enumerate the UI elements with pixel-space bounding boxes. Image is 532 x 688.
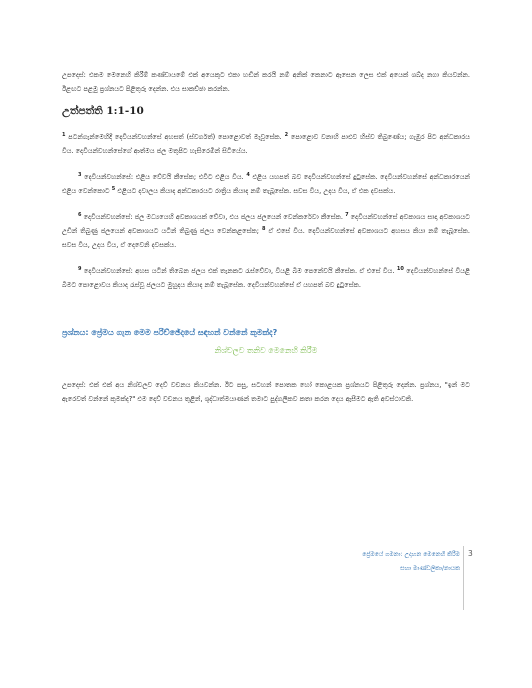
- verse-text: දෙවියන්වහන්සේ: අහස යටින් තිබෙන ජලය එක් තැනකට රැස්වේවා, වියළි බිම පෙනේවයි කීසේක. ඒ එසේ විය.: [81, 267, 397, 275]
- verse-paragraph: [62, 130, 470, 158]
- verse-number: 2: [284, 132, 289, 138]
- section-subheading: නිශ්චලව තනිව මෙනෙහි කිරීම: [214, 346, 318, 355]
- intro-instructions: උපදෙස්: එකම මෙනෙහි කිරීම් කණ්ඩායමේ එක් අයෙකුට එකා හඬින් කරයි නම් අනික් කෙනාට ඇසෙන ලෙස එක් අයෙක් ශබ්ද නගා කියවන්න. ඊළඟට පළමු ප්‍රශ්නයට පිළිතුරු දෙන්න. එය සාකච්ඡා කරන්න.: [62, 71, 470, 93]
- verse-text: දෙවියන්වහන්සේ: ජල මධ්‍යයෙහි අවකාශයක් වේවා, එය ජලය ජලයෙන් වෙන්කරේවා කීසේක.: [81, 213, 346, 221]
- verse-paragraph: [62, 210, 470, 252]
- page-number: 3: [468, 549, 473, 558]
- verse-text: ඒ එසේ විය. දෙවියන්වහන්සේ අවකාශයට අහසය කියා නම් තැබූසේක. සවස විය, උදය විය, ඒ දෙවෙනි දවසක්ය.: [62, 227, 471, 249]
- verse-number: 3: [78, 172, 82, 178]
- verse-paragraph: [62, 170, 470, 198]
- passage-reference: උත්පත්ති 1:1-10: [62, 105, 144, 117]
- verse-number: 5: [111, 186, 116, 192]
- page-content: [62, 68, 470, 406]
- footer-divider: [463, 546, 464, 610]
- verse-number: 8: [262, 226, 266, 232]
- verse-number: 7: [345, 212, 349, 218]
- verse-text: එළියට දවාලය කියාද අන්ධකාරයට රාත්‍රිය කියාද නම් තැබූසේක. සවස විය, උදය විය, ඒ එක දවසක්ය.: [115, 187, 396, 195]
- verse-number: 1: [62, 132, 66, 138]
- verse-text: එළිය යහපත් බව දෙවියන්වහන්සේ දුටුසේක. දෙවියන්වහන්සේ අන්ධකාරයෙන් එළිය වෙන්කොට: [62, 173, 470, 195]
- verse-number: 6: [78, 212, 82, 218]
- verse-number: 10: [396, 266, 404, 272]
- verse-text: දෙවියන්වහන්සේ වියළි බිමට පොළොවය කියාද රැස්වූ ජලයට මුහුදය කියාද නම් තැබූසේක. දෙවියන්වහන්සේ ඒ යහපත් බව දුටුසේක.: [62, 267, 470, 289]
- silent-reading-instructions: උපදෙස්: එක් එක් අය නිශ්චලව දෙව් වචනය කියවන්න. ඊට පසු, සටහන් පොතක හෝ කොළයක ප්‍රශ්නයට පිළිතුරු දෙන්න. ප්‍රශ්නය, "ඉන් මට ඇරෙවත් වන්නේ කුමක්ද?" එම දෙව් වචනය තුළින්, ශුද්ධාත්මයාණන් තමාට පුද්ගලිකව කතා කරන දෙය ඇසීමට ඇති අවස්ථාවකි.: [62, 381, 470, 403]
- verse-number: 4: [246, 172, 250, 178]
- page-footer: [306, 548, 460, 576]
- verse-paragraph: [62, 264, 470, 292]
- verse-text: පටන්ගැන්මෙහිදී දෙවියන්වහන්සේ අහසත් (ස්වර්ගත්) පොළොවත් මැවූසේක.: [65, 133, 285, 141]
- verse-text: දෙවියන්වහන්සේ අවකාශය සාදා අවකාශයට උඩින් තිබුණු ජලයෙන් අවකාශයට යටින් තිබුණු ජලය වෙන්කළසේක;: [62, 213, 471, 235]
- verse-text: දෙවියන්වහන්සේ: එළිය වේවයි කීසේක; එවිට එළිය විය.: [81, 173, 247, 181]
- footer-title: ප්‍රේමයේ ගමනා: උදාහන මෙනෙහි කිරීම: [362, 551, 460, 558]
- verse-number: 9: [78, 266, 82, 272]
- verse-text: පොළොව වනාහි පාළුව හිස්ව තිබුණේය; ගැඹුර පිට අන්ධකාරය විය. දෙවියන්වහන්සේගේ ආත්මය ජල මතුපිට හැසිරෙමින් සිටියේය.: [62, 133, 471, 155]
- footer-subtitle: සහා මාණ්ඩලිකා/නායක: [400, 565, 460, 572]
- question-heading: ප්‍රශ්නය: ප්‍රේමය ගැන මෙම පරිච්ඡේදයේ සඳහන් වන්නේ කුමක්ද?: [62, 328, 278, 337]
